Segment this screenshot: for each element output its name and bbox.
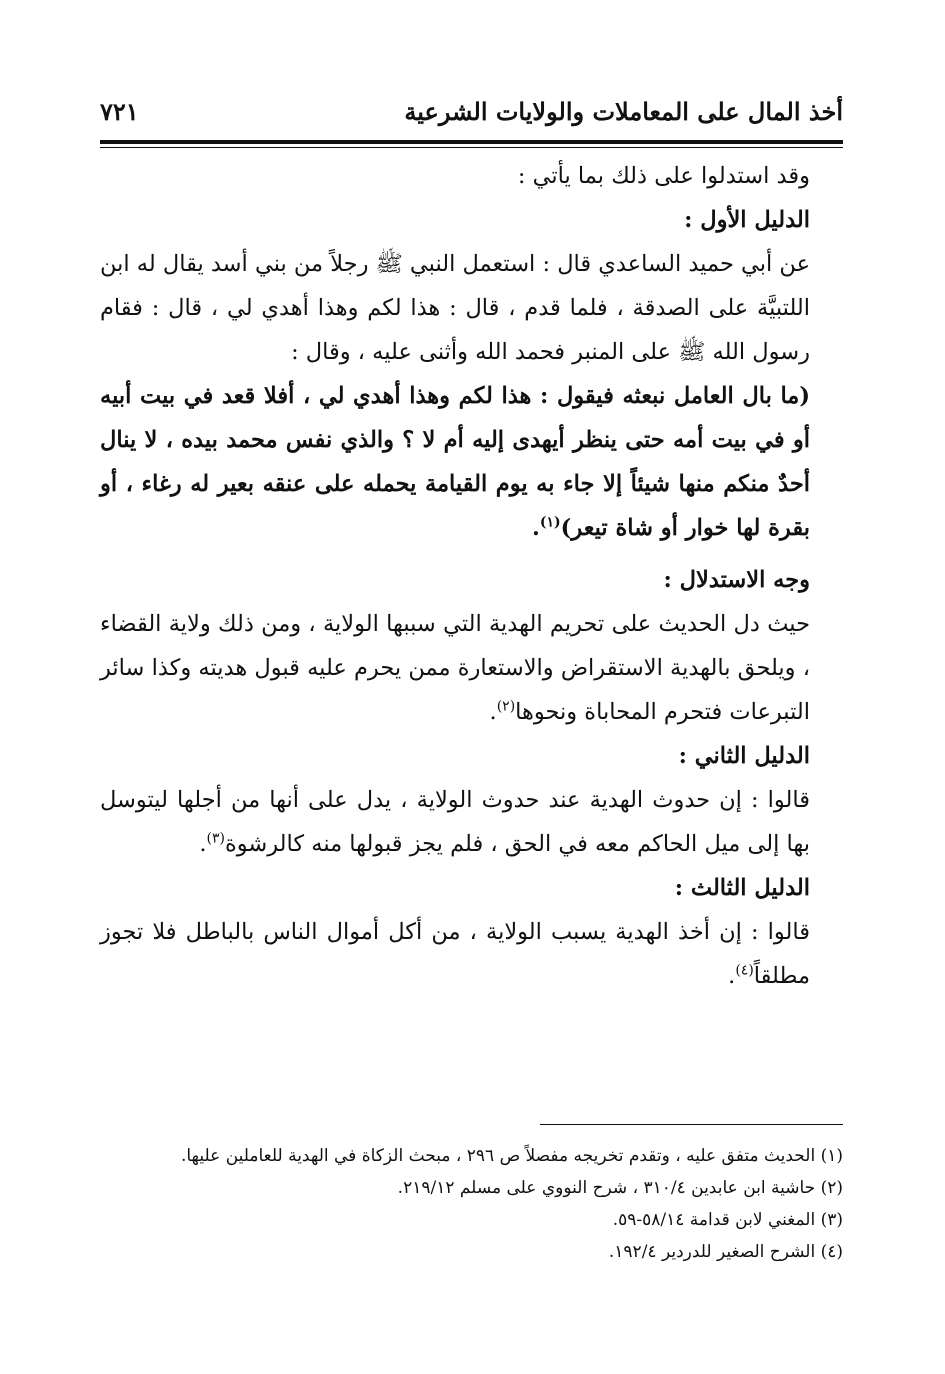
footnote-1: (١) الحديث متفق عليه ، وتقدم تخريجه مفصلاً ص ٢٩٦ ، مبحث الزكاة في الهدية للعاملين عليها. [180,1146,843,1166]
intro-line: وقد استدلوا على ذلك بما يأتي : [517,163,810,189]
paragraph-second-evidence: قالوا : إن حدوث الهدية عند حدوث الولاية ، يدل على أنها من أجلها ليتوسل بها إلى ميل الحاكم معه في الحق ، فلم يجز قبولها منه كالرشوة$^{(٣)}$. [100,787,810,857]
footnotes [100,1140,843,1268]
footnote-ref-3: (٣) [206,830,225,847]
paragraph-narration: عن أبي حميد الساعدي قال : استعمل النبي ﷺ رجلاً من بني أسد يقال له ابن اللتبيَّة على الصدقة ، فلما قدم ، قال : هذا لكم وهذا أهدي لي ، قال : فقام رسول الله ﷺ على المنبر فحمد الله وأثنى عليه ، وقال : [100,251,810,365]
running-title: أخذ المال على المعاملات والولايات الشرعية [404,97,843,126]
paragraph-third-evidence: قالوا : إن أخذ الهدية يسبب الولاية ، من أكل أموال الناس بالباطل فلا تجوز مطلقاً$^{(٤)}$. [100,919,810,989]
footnote-separator [540,1124,843,1125]
heading-third-evidence: الدليل الثالث : [674,875,810,901]
main-text [100,154,810,998]
header-rule-thick [100,140,843,144]
heading-first-evidence: الدليل الأول : [684,207,810,233]
footnote-2: (٢) حاشية ابن عابدين ٣١٠/٤ ، شرح النووي على مسلم ٢١٩/١٢. [397,1178,843,1198]
paragraph-inference: حيث دل الحديث على تحريم الهدية التي سببها الولاية ، ومن ذلك ولاية القضاء ، ويلحق بالهدية الاستقراض والاستعارة ممن يحرم عليه قبول هديته وكذا سائر التبرعات فتحرم المحاباة ونحوها$^{(٢)}$. [100,611,810,725]
heading-inference: وجه الاستدلال : [663,567,810,593]
footnote-4: (٤) الشرح الصغير للدردير ١٩٢/٤. [608,1242,843,1262]
footnote-ref-1: (١) [539,514,561,531]
hadith-text [100,374,810,550]
footnote-ref-4: (٤) [735,962,754,979]
hadith-body: (ما بال العامل نبعثه فيقول : هذا لكم وهذا أهدي لي ، أفلا قعد في بيت أبيه أو في بيت أمه حتى ينظر أيهدى إليه أم لا ؟ والذي نفس محمد بيده ، لا ينال أحدٌ منكم منها شيئاً إلا جاء به يوم القيامة يحمله على عنقه بعير له رغاء ، أو بقرة لها خوار أو شاة تيعر) [100,383,810,541]
header-rule-thin [100,147,843,148]
end-dot: . [532,515,540,541]
footnote-3: (٣) المغني لابن قدامة ٥٨/١٤-٥٩. [612,1210,843,1230]
heading-second-evidence: الدليل الثاني : [678,743,810,769]
footnote-ref-2: (٢) [496,698,516,715]
page-number: ٧٢١ [100,97,139,126]
page-header [100,97,843,131]
